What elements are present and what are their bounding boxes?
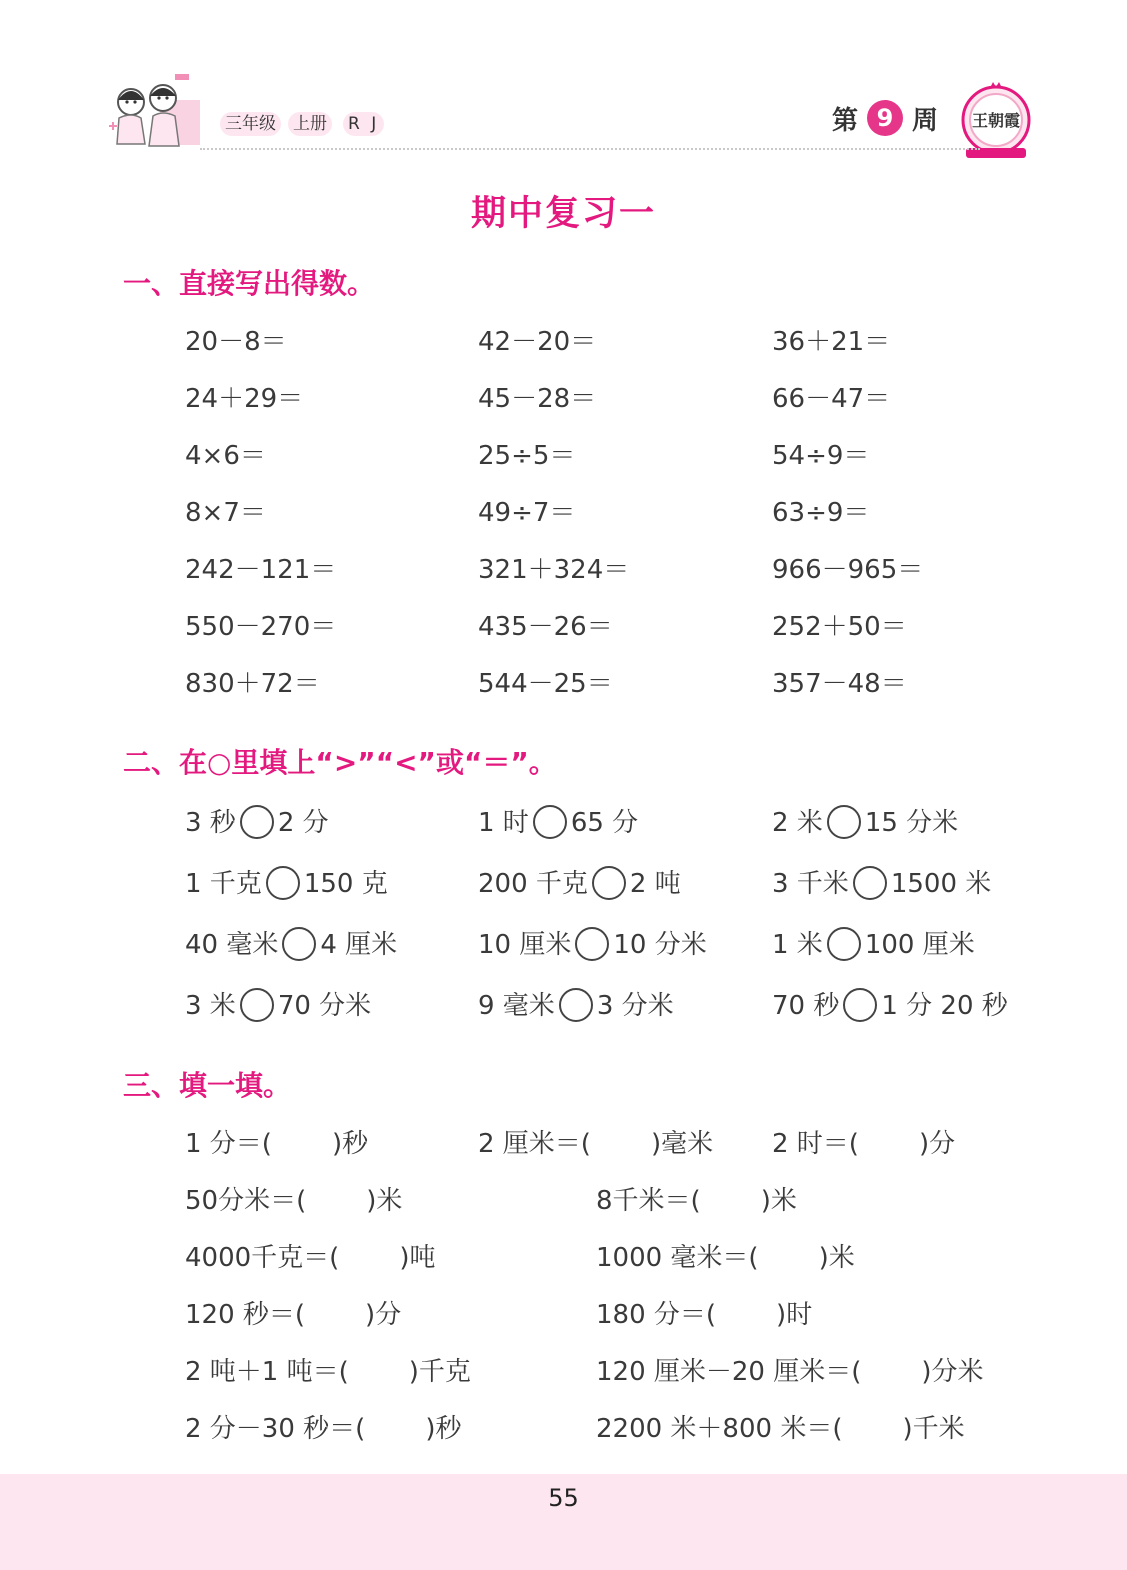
arith-item: 54÷9＝	[772, 441, 870, 471]
arith-item: 42－20＝	[478, 327, 597, 357]
fill-right: )秒	[331, 1129, 369, 1159]
compare-item	[478, 863, 681, 902]
fill-left: 50分米＝(	[185, 1186, 307, 1216]
compare-left: 1 时	[478, 808, 529, 838]
compare-left: 200 千克	[478, 869, 588, 899]
compare-item	[185, 985, 371, 1024]
fill-left: 2200 米＋800 米＝(	[596, 1414, 843, 1444]
section-3-heading: 三、填一填。	[123, 1069, 292, 1102]
arith-item: 966－965＝	[772, 555, 924, 585]
fill-item	[596, 1408, 965, 1445]
compare-circle[interactable]	[853, 866, 887, 900]
fill-item	[185, 1408, 461, 1445]
compare-circle[interactable]	[827, 927, 861, 961]
compare-left: 1 米	[772, 930, 823, 960]
fill-right: )时	[776, 1300, 813, 1330]
brand-logo-text: 王朝霞	[971, 111, 1020, 130]
compare-item	[772, 802, 958, 841]
compare-item	[772, 863, 991, 902]
arith-item: 66－47＝	[772, 384, 891, 414]
fill-left: 8千米＝(	[596, 1186, 701, 1216]
page-title: 期中复习一	[470, 194, 656, 234]
compare-right: 2 分	[277, 808, 329, 838]
compare-circle[interactable]	[266, 866, 300, 900]
fill-item	[596, 1237, 855, 1274]
fill-left: 1000 毫米＝(	[596, 1243, 759, 1273]
fill-item	[596, 1294, 812, 1331]
arith-item: 252＋50＝	[772, 612, 907, 642]
fill-left: 120 厘米－20 厘米＝(	[596, 1357, 862, 1387]
arith-item: 25÷5＝	[478, 441, 576, 471]
fill-right: )米	[818, 1243, 855, 1273]
fill-right: )分	[918, 1129, 956, 1159]
fill-right: )分米	[921, 1357, 984, 1387]
page-number: 55	[548, 1484, 579, 1512]
week-prefix: 第	[832, 106, 859, 136]
compare-right: 65 分	[570, 808, 639, 838]
compare-right: 100 厘米	[864, 930, 975, 960]
compare-circle[interactable]	[559, 988, 593, 1022]
fill-right: )千克	[408, 1357, 471, 1387]
arith-item: 550－270＝	[185, 612, 337, 642]
fill-left: 2 分－30 秒＝(	[185, 1414, 366, 1444]
arith-item: 49÷7＝	[478, 498, 576, 528]
cartoon-kids-illustration	[105, 70, 205, 156]
arith-item: 36＋21＝	[772, 327, 891, 357]
compare-item	[478, 985, 674, 1024]
fill-item	[596, 1351, 984, 1388]
compare-right: 4 厘米	[320, 930, 398, 960]
fill-item	[185, 1294, 401, 1331]
compare-circle[interactable]	[827, 805, 861, 839]
arith-item: 830＋72＝	[185, 669, 320, 699]
fill-right: )米	[760, 1186, 797, 1216]
fill-item	[185, 1237, 435, 1274]
compare-right: 10 分米	[613, 930, 707, 960]
compare-item	[185, 863, 388, 902]
compare-right: 150 克	[303, 869, 388, 899]
week-number-badge: 9	[867, 100, 903, 136]
edition-label: R J	[343, 112, 384, 136]
fill-left: 180 分＝(	[596, 1300, 717, 1330]
arith-item: 357－48＝	[772, 669, 907, 699]
week-suffix: 周	[912, 106, 939, 136]
arith-item: 63÷9＝	[772, 498, 870, 528]
compare-right: 2 吨	[629, 869, 681, 899]
fill-left: 2 吨＋1 吨＝(	[185, 1357, 349, 1387]
fill-item	[596, 1180, 797, 1217]
grade-label: 三年级	[220, 112, 281, 136]
fill-item	[185, 1351, 471, 1388]
compare-item	[772, 924, 975, 963]
compare-left: 40 毫米	[185, 930, 279, 960]
fill-item	[772, 1123, 955, 1160]
fill-right: )毫米	[650, 1129, 714, 1159]
compare-left: 3 秒	[185, 808, 236, 838]
fill-right: )吨	[399, 1243, 436, 1273]
compare-circle[interactable]	[282, 927, 316, 961]
compare-item	[478, 924, 707, 963]
compare-left: 9 毫米	[478, 991, 555, 1021]
fill-right: )秒	[425, 1414, 462, 1444]
fill-item	[185, 1180, 402, 1217]
fill-item	[185, 1123, 368, 1160]
volume-label: 上册	[288, 112, 332, 136]
compare-right: 3 分米	[596, 991, 674, 1021]
fill-left: 120 秒＝(	[185, 1300, 306, 1330]
compare-item	[185, 802, 329, 841]
compare-left: 10 厘米	[478, 930, 572, 960]
arith-item: 4×6＝	[185, 441, 266, 471]
fill-right: )千米	[902, 1414, 965, 1444]
arith-item: 45－28＝	[478, 384, 597, 414]
arith-item: 544－25＝	[478, 669, 613, 699]
compare-left: 3 米	[185, 991, 236, 1021]
compare-left: 1 千克	[185, 869, 262, 899]
fill-left: 2 时＝(	[772, 1129, 859, 1159]
arith-item: 321＋324＝	[478, 555, 630, 585]
header-divider	[200, 148, 980, 150]
compare-left: 3 千米	[772, 869, 849, 899]
compare-left: 2 米	[772, 808, 823, 838]
compare-circle[interactable]	[843, 988, 877, 1022]
compare-item	[478, 802, 638, 841]
arith-item: 20－8＝	[185, 327, 287, 357]
arith-item: 8×7＝	[185, 498, 266, 528]
compare-circle[interactable]	[575, 927, 609, 961]
fill-left: 2 厘米＝(	[478, 1129, 591, 1159]
compare-circle[interactable]	[533, 805, 567, 839]
compare-left: 70 秒	[772, 991, 840, 1021]
fill-right: )米	[366, 1186, 403, 1216]
compare-item	[185, 924, 397, 963]
fill-left: 4000千克＝(	[185, 1243, 340, 1273]
fill-right: )分	[365, 1300, 402, 1330]
fill-item	[478, 1123, 713, 1160]
arith-item: 435－26＝	[478, 612, 613, 642]
compare-right: 15 分米	[864, 808, 959, 838]
compare-circle[interactable]	[240, 805, 274, 839]
section-1-heading: 一、直接写出得数。	[123, 267, 376, 300]
arith-item: 242－121＝	[185, 555, 337, 585]
compare-right: 1 分 20 秒	[881, 991, 1008, 1021]
compare-circle[interactable]	[240, 988, 274, 1022]
compare-item	[772, 985, 1008, 1024]
compare-right: 1500 米	[890, 869, 992, 899]
section-2-heading: 二、在○里填上“>”“<”或“＝”。	[123, 746, 557, 779]
compare-circle[interactable]	[592, 866, 626, 900]
compare-right: 70 分米	[277, 991, 372, 1021]
arith-item: 24＋29＝	[185, 384, 304, 414]
fill-left: 1 分＝(	[185, 1129, 272, 1159]
